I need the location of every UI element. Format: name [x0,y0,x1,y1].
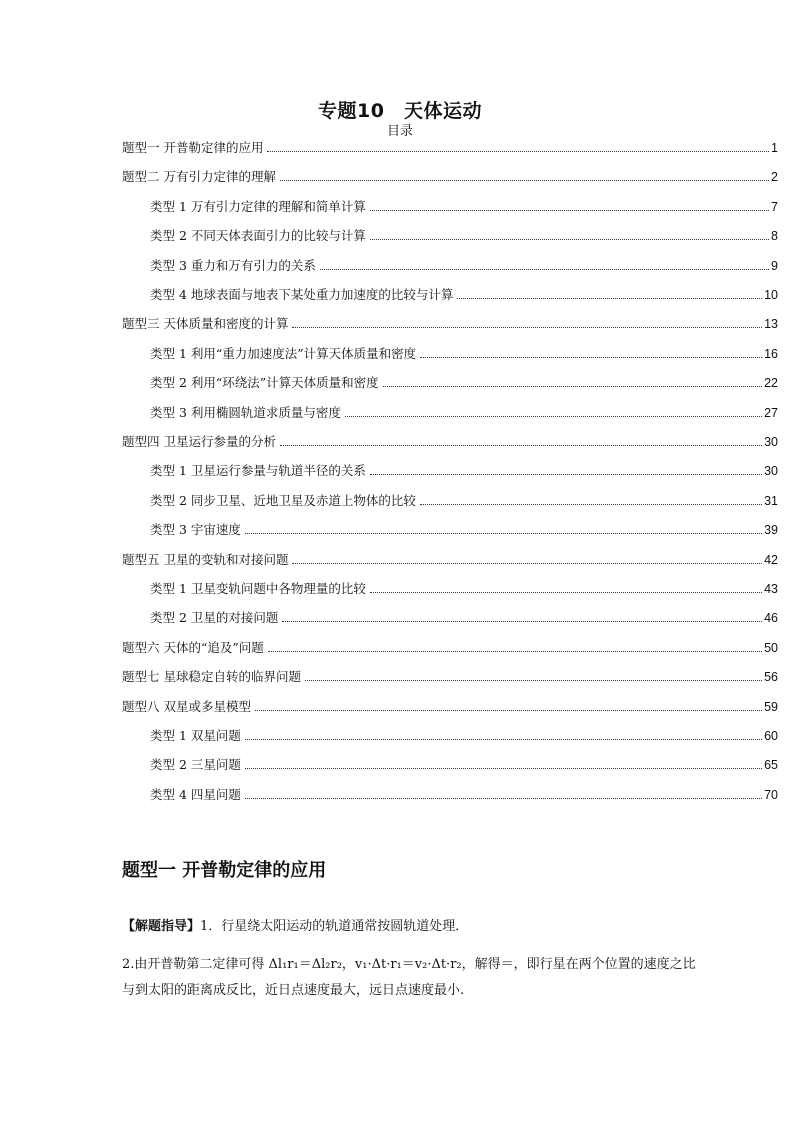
toc-dot-leader [267,150,769,152]
toc-dot-leader [457,297,762,299]
guide-label: 【解题指导】 [122,919,201,934]
toc-entry-label: 题型六 天体的“追及”问题 [122,639,264,655]
toc-dot-leader [345,415,762,417]
toc-entry-label: 题型一 开普勒定律的应用 [122,140,264,155]
toc-entry-page: 30 [764,435,778,449]
toc-dot-leader [370,591,762,593]
toc-dot-leader [282,620,762,622]
toc-entry-page: 22 [764,376,778,391]
toc-entry-label: 类型 1 卫星运行参量与轨道半径的关系 [150,463,366,479]
toc-entry-label: 题型五 卫星的变轨和对接问题 [122,551,289,567]
toc-entry[interactable] [122,136,778,156]
toc-entry-page: 31 [764,493,778,508]
toc-entry-page: 30 [764,464,778,479]
toc-entry[interactable] [122,430,778,450]
toc-entry-label: 类型 1 双星问题 [150,728,241,743]
toc-dot-leader [305,679,762,681]
toc-dot-leader [370,238,769,240]
toc-dot-leader [245,767,762,769]
toc-entry-label: 题型七 星球稳定自转的临界问题 [122,669,301,685]
toc-entry-page: 16 [764,346,778,361]
toc-entry-page: 42 [764,552,778,567]
toc-entry-label: 题型八 双星或多星模型 [122,698,251,714]
toc-entry[interactable] [150,371,778,391]
toc-entry-label: 类型 3 宇宙速度 [150,522,241,538]
toc-entry-page: 59 [764,699,778,714]
toc-entry[interactable] [150,342,778,362]
toc-entry[interactable] [150,254,778,274]
toc-entry[interactable] [122,165,778,185]
toc-entry-page: 2 [771,170,778,185]
toc-dot-leader [255,709,762,711]
toc-entry[interactable] [150,195,778,215]
toc-entry[interactable] [150,606,778,626]
toc-entry[interactable] [150,283,778,303]
toc-entry-label: 题型四 卫星运行参量的分析 [122,434,276,449]
toc-entry[interactable] [150,724,778,744]
toc-entry[interactable] [122,636,778,656]
toc-entry-page: 46 [764,611,778,626]
toc-heading: 目录 [386,124,413,139]
toc-dot-leader [370,209,769,211]
toc-dot-leader [268,650,762,652]
toc-entry[interactable] [150,459,778,479]
toc-entry-label: 类型 2 三星问题 [150,757,241,773]
toc-dot-leader [420,503,762,505]
toc-dot-leader [280,179,769,181]
toc-entry-page: 13 [764,317,778,332]
toc-entry[interactable] [122,548,778,568]
toc-entry-label: 类型 4 地球表面与地表下某处重力加速度的比较与计算 [150,287,454,302]
toc-entry-page: 8 [771,229,778,244]
toc-entry-label: 类型 2 不同天体表面引力的比较与计算 [150,228,366,244]
toc-entry-label: 类型 1 卫星变轨问题中各物理量的比较 [150,581,366,596]
toc-entry-label: 类型 3 重力和万有引力的关系 [150,257,316,273]
toc-dot-leader [280,444,762,446]
toc-entry-page: 10 [764,288,778,302]
guide-text: 1．行星绕太阳运动的轨道通常按圆轨道处理． [200,919,469,934]
guide-paragraph [122,914,702,940]
section-heading: 题型一 开普勒定律的应用 [122,860,327,881]
toc-entry-page: 50 [764,640,778,655]
toc-dot-leader [292,562,762,564]
toc-entry[interactable] [150,489,778,509]
toc-entry-label: 题型三 天体质量和密度的计算 [122,316,289,332]
document-title: 专题10 天体运动 [318,100,482,122]
toc-entry[interactable] [150,224,778,244]
toc-entry-label: 类型 3 利用椭圆轨道求质量与密度 [150,404,341,420]
toc-entry-page: 60 [764,729,778,743]
toc-dot-leader [420,356,762,358]
toc-entry[interactable] [122,695,778,715]
toc-entry-page: 43 [764,582,778,596]
toc-entry[interactable] [150,518,778,538]
toc-entry-page: 1 [771,141,778,155]
toc-dot-leader [370,473,762,475]
toc-dot-leader [245,532,762,534]
toc-entry-page: 27 [764,405,778,420]
toc-entry-label: 类型 4 四星问题 [150,786,241,802]
toc-dot-leader [383,385,762,387]
toc-entry-label: 类型 2 卫星的对接问题 [150,610,279,626]
toc-dot-leader [320,268,769,270]
toc-entry-label: 类型 2 同步卫星、近地卫星及赤道上物体的比较 [150,492,416,508]
toc-entry-page: 7 [771,199,778,214]
toc-entry[interactable] [150,401,778,421]
toc-entry-label: 类型 1 万有引力定律的理解和简单计算 [150,198,366,214]
toc-entry[interactable] [122,665,778,685]
toc-dot-leader [245,738,762,740]
toc-entry[interactable] [122,312,778,332]
toc-entry-page: 70 [764,787,778,802]
toc-entry-label: 类型 2 利用“环绕法”计算天体质量和密度 [150,375,379,391]
toc-entry[interactable] [150,783,778,803]
toc-entry-page: 39 [764,523,778,538]
toc-dot-leader [245,797,762,799]
toc-entry-page: 56 [764,670,778,685]
toc-entry[interactable] [150,753,778,773]
toc-dot-leader [292,326,762,328]
toc-entry[interactable] [150,577,778,597]
toc-entry-page: 65 [764,758,778,773]
kepler-second-law-paragraph: 2.由开普勒第二定律可得 Δl₁r₁＝Δl₂r₂，v₁·Δt·r₁＝v₂·Δt·r₂，解得＝，即行星在两个位置的速度之比与到太阳的距离成反比，近日点速度最大，远日点速度最小. [122,957,696,998]
toc-entry-label: 类型 1 利用“重力加速度法”计算天体质量和密度 [150,345,417,361]
toc-entry-label: 题型二 万有引力定律的理解 [122,169,276,185]
toc-entry-page: 9 [771,258,778,273]
